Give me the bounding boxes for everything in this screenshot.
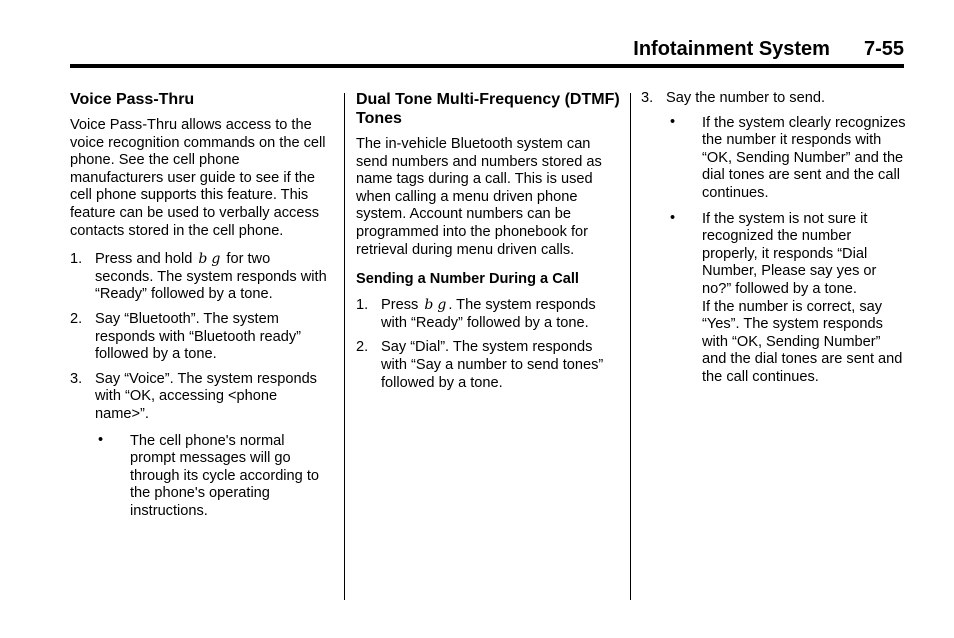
bullet-text-continued: If the number is correct, say “Yes”. The system responds with “OK, Sending Number” and the dial tones are sent and the call continues. xyxy=(702,298,903,385)
list-item xyxy=(70,311,332,364)
page-number: 7-55 xyxy=(863,38,904,60)
list-item xyxy=(70,371,332,424)
dtmf-heading: Dual Tone Multi-Frequency (DTMF) Tones xyxy=(356,91,620,127)
step-text-pre: Press xyxy=(381,297,419,314)
list-item xyxy=(356,339,622,392)
page-header xyxy=(633,38,904,61)
bullet-item xyxy=(641,115,906,203)
step-text-post: for two seconds. The system responds with “Ready” followed by a tone. xyxy=(95,251,327,303)
step-text: Say “Bluetooth”. The system responds with “Bluetooth ready” followed by a tone. xyxy=(95,310,302,363)
voice-pass-thru-intro: Voice Pass-Thru allows access to the voice recognition commands on the cell phone. See the cell phone manufacturers user guide to see if the cell phone supports this feature. This feature can be used to verbally access contacts stored in the cell phone. xyxy=(70,117,326,239)
section-title: Infotainment System xyxy=(633,38,830,60)
step-text: Say “Voice”. The system responds with “OK, accessing <phone name>”. xyxy=(95,370,317,422)
bullet-text: The cell phone's normal prompt messages will go through its cycle according to the phone's operating instructions. xyxy=(130,432,320,519)
step-text: Say “Dial”. The system responds with “Say a number to send tones” followed by a tone. xyxy=(381,339,604,391)
voice-icon: g xyxy=(437,297,447,314)
bullet-text: If the system is not sure it recognized the number properly, it responds “Dial Number, Please say yes or no?” followed by a tone. xyxy=(702,210,877,297)
bullet-dot: • xyxy=(670,113,676,130)
column-right xyxy=(641,90,906,395)
step-text-post: . The system responds with “Ready” followed by a tone. xyxy=(381,297,596,331)
voice-pass-thru-heading: Voice Pass-Thru xyxy=(70,91,195,108)
dtmf-intro: The in-vehicle Bluetooth system can send numbers and numbers stored as name tags during a call. This is used when calling a menu driven phone system. Account numbers can be programmed into the phonebook for retrieval during menu driven calls. xyxy=(356,136,602,258)
step-text: Say the number to send. xyxy=(666,90,826,106)
step-number: 3. xyxy=(641,90,654,106)
bullet-dot: • xyxy=(98,431,104,448)
list-item xyxy=(356,297,622,332)
step-number: 1. xyxy=(70,251,83,268)
phone-icon: b xyxy=(424,297,434,314)
bullet-item xyxy=(641,211,906,387)
voice-icon: g xyxy=(211,251,221,268)
header-rule xyxy=(70,64,904,68)
step-number: 1. xyxy=(356,297,369,314)
step-number: 2. xyxy=(70,310,83,327)
column-divider-2 xyxy=(630,93,631,600)
bullet-text: If the system clearly recognizes the number it responds with “OK, Sending Number” and the dial tones are sent and the call continues. xyxy=(702,114,906,201)
list-item xyxy=(70,251,332,304)
column-middle xyxy=(356,90,622,399)
bullet-dot: • xyxy=(670,209,676,226)
step-text-pre: Press and hold xyxy=(95,251,193,268)
phone-icon: b xyxy=(198,251,208,268)
column-left xyxy=(70,90,332,527)
step-number: 2. xyxy=(356,339,369,356)
bullet-item xyxy=(70,433,332,521)
step-number: 3. xyxy=(70,370,83,387)
column-divider-1 xyxy=(344,93,345,600)
sending-number-subheading: Sending a Number During a Call xyxy=(356,271,579,288)
list-item xyxy=(641,90,906,108)
